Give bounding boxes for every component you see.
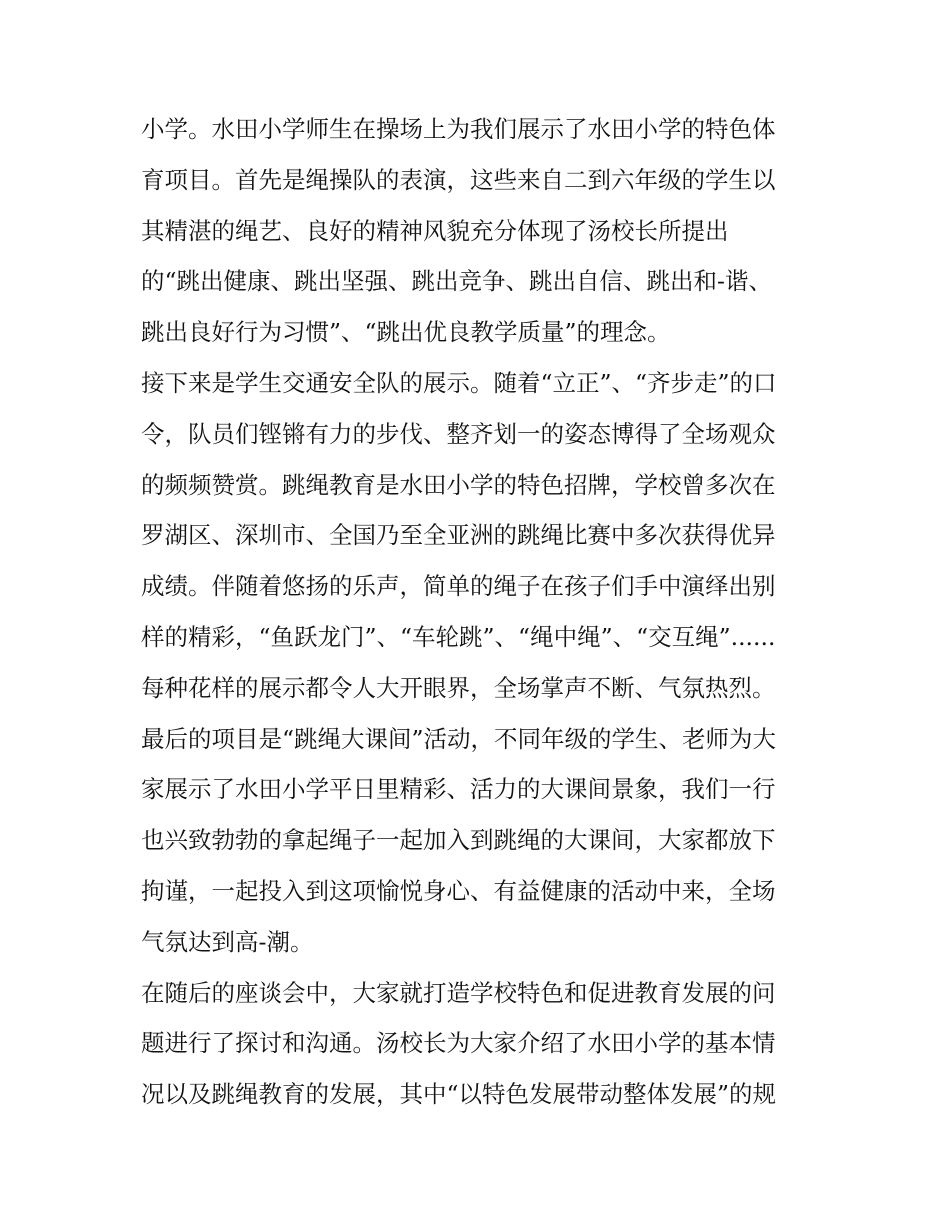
text-line: 成绩。伴随着悠扬的乐声，简单的绳子在孩子们手中演绎出别 bbox=[141, 572, 776, 601]
text-line: 家展示了水田小学平日里精彩、活力的大课间景象，我们一行 bbox=[141, 775, 776, 804]
document-body bbox=[141, 104, 821, 1120]
text-line: 气氛达到高-潮。 bbox=[141, 927, 314, 956]
text-line: 令，队员们铿锵有力的步伐、整齐划一的姿态博得了全场观众 bbox=[141, 419, 776, 448]
text-line: 其精湛的绳艺、良好的精神风貌充分体现了汤校长所提出 bbox=[141, 216, 729, 245]
text-line: 罗湖区、深圳市、全国乃至全亚洲的跳绳比赛中多次获得优异 bbox=[141, 521, 776, 550]
text-line: 接下来是学生交通安全队的展示。随着“立正”、“齐步走”的口 bbox=[141, 368, 777, 397]
text-line: 题进行了探讨和沟通。汤校长为大家介绍了水田小学的基本情 bbox=[141, 1029, 776, 1058]
text-line: 况以及跳绳教育的发展，其中“以特色发展带动整体发展”的规 bbox=[141, 1080, 777, 1109]
text-line: 每种花样的展示都令人大开眼界，全场掌声不断、气氛热烈。 bbox=[141, 673, 776, 702]
text-line: 样的精彩，“鱼跃龙门”、“车轮跳”、“绳中绳”、“交互绳”...... bbox=[141, 622, 776, 651]
text-line: 育项目。首先是绳操队的表演，这些来自二到六年级的学生以 bbox=[141, 165, 776, 194]
text-line: 跳出良好行为习惯”、“跳出优良教学质量”的理念。 bbox=[141, 318, 671, 347]
text-line: 的频频赞赏。跳绳教育是水田小学的特色招牌，学校曾多次在 bbox=[141, 470, 776, 499]
text-line: 的“跳出健康、跳出坚强、跳出竞争、跳出自信、跳出和-谐、 bbox=[141, 267, 772, 296]
text-line: 最后的项目是“跳绳大课间”活动，不同年级的学生、老师为大 bbox=[141, 724, 777, 753]
text-line: 拘谨，一起投入到这项愉悦身心、有益健康的活动中来，全场 bbox=[141, 876, 776, 905]
text-line: 也兴致勃勃的拿起绳子一起加入到跳绳的大课间，大家都放下 bbox=[141, 826, 776, 855]
text-line: 小学。水田小学师生在操场上为我们展示了水田小学的特色体 bbox=[141, 115, 776, 143]
text-line: 在随后的座谈会中，大家就打造学校特色和促进教育发展的问 bbox=[141, 978, 776, 1007]
